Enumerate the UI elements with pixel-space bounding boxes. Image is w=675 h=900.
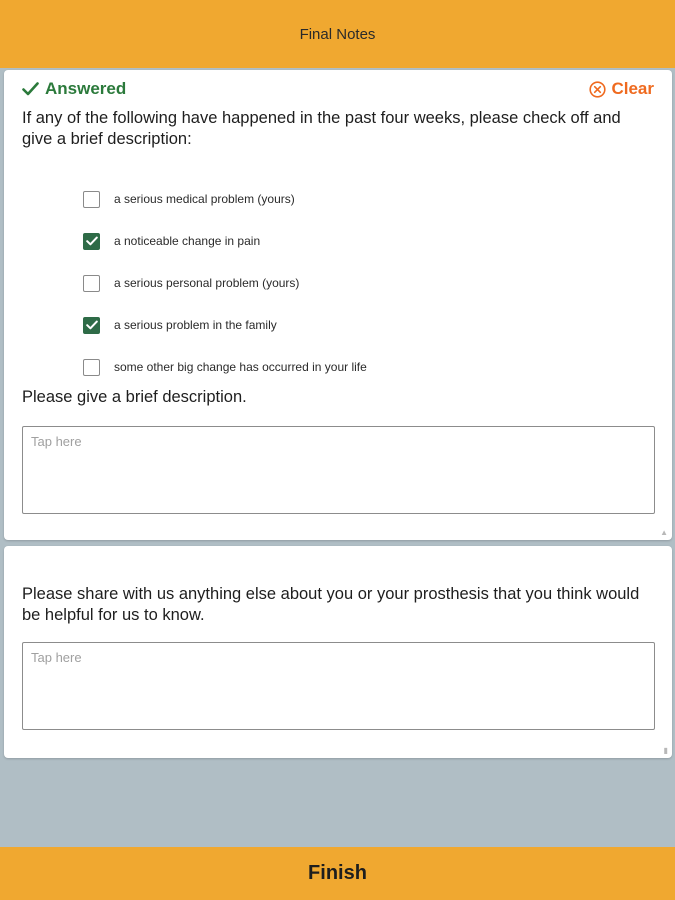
page-title: Final Notes [299,25,376,43]
checkmark-icon [22,82,39,96]
option-label: some other big change has occurred in your life [114,360,367,374]
finish-button[interactable] [0,847,675,900]
description-textarea[interactable] [22,426,655,514]
status-row [22,79,654,99]
checkbox[interactable] [83,359,100,376]
textarea-placeholder: Tap here [31,434,82,449]
checklist-option[interactable] [83,220,583,262]
answered-label: Answered [45,79,127,98]
checkbox-check-icon [86,320,98,330]
checklist-option[interactable] [83,304,583,346]
question-card-additional-info [4,546,672,758]
checkbox[interactable] [83,233,100,250]
clear-button[interactable] [589,79,654,99]
checklist-option[interactable] [83,262,583,304]
checklist-options [83,178,583,388]
textarea-placeholder: Tap here [31,650,82,665]
checkbox[interactable] [83,317,100,334]
checklist-option[interactable] [83,178,583,220]
option-label: a noticeable change in pain [114,234,261,248]
additional-info-question: Please share with us anything else about you or your prosthesis that you think would be helpful for us to know. [22,585,640,624]
answered-status [22,79,126,99]
checklist-option[interactable] [83,346,583,388]
checkbox[interactable] [83,191,100,208]
option-label: a serious problem in the family [114,318,277,332]
description-prompt: Please give a brief description. [22,388,247,406]
resize-handle-icon: ▮ [663,746,668,755]
finish-label: Finish [308,862,367,884]
option-label: a serious personal problem (yours) [114,276,300,290]
question-card-checklist [4,70,672,540]
header-bar [0,0,675,68]
clear-label: Clear [611,79,654,98]
clear-circle-x-icon [589,81,606,98]
option-label: a serious medical problem (yours) [114,192,295,206]
checkbox-check-icon [86,236,98,246]
additional-info-textarea[interactable] [22,642,655,730]
checkbox[interactable] [83,275,100,292]
resize-handle-icon: ▲ [660,528,668,537]
checklist-question: If any of the following have happened in the past four weeks, please check off and give a brief description: [22,109,621,148]
